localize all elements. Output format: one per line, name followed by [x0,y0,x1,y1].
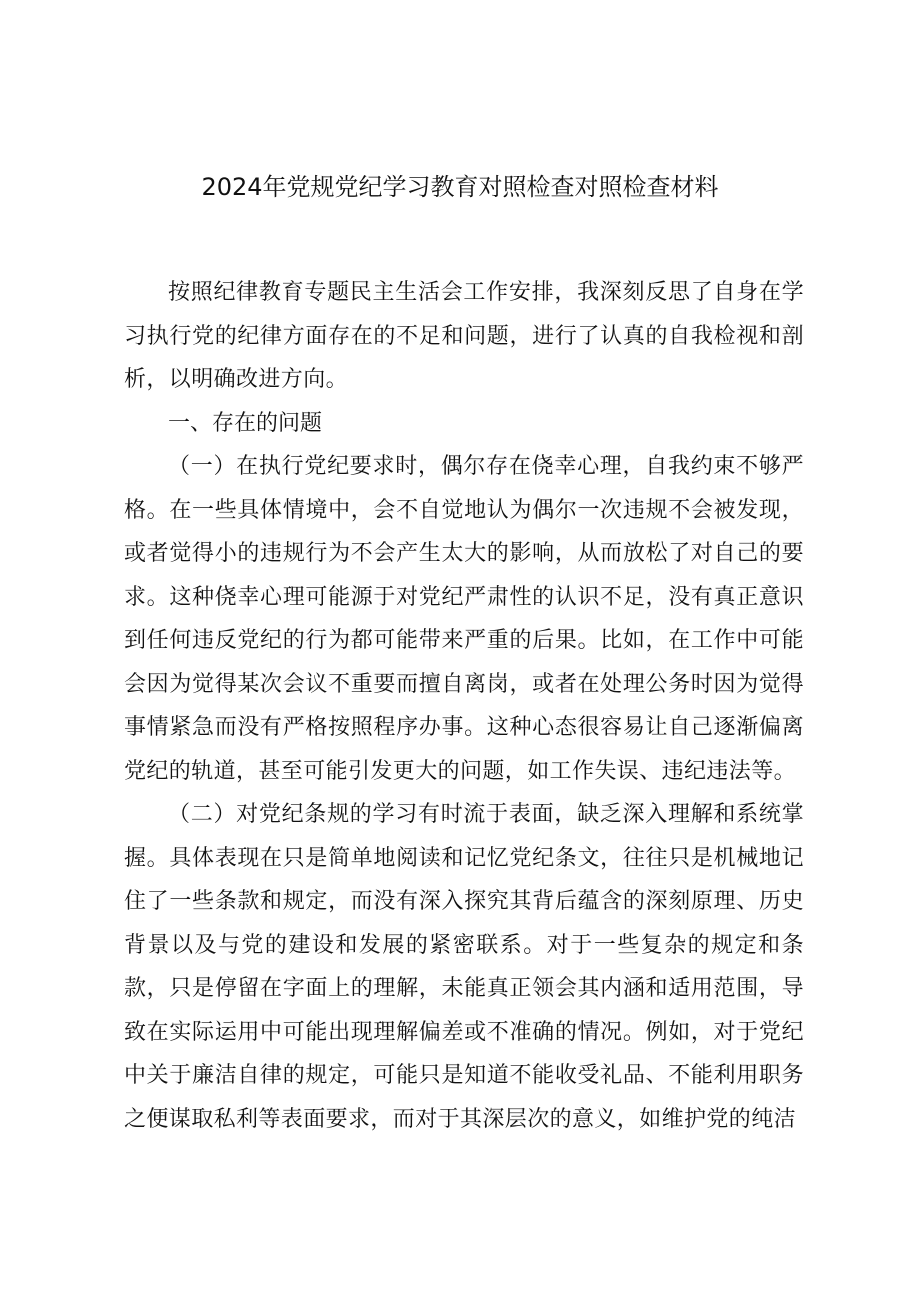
document-title: 2024年党规党纪学习教育对照检查对照检查材料 [201,173,719,201]
intro-paragraph: 按照纪律教育专题民主生活会工作安排，我深刻反思了自身在学习执行党的纪律方面存在的不足和问题，进行了认真的自我检视和剖析，以明确改进方向。 [124,280,804,392]
problem-paragraph-2: （二）对党纪条规的学习有时流于表面，缺乏深入理解和系统掌握。具体表现在只是简单地阅读和记忆党纪条文，往往只是机械地记住了一些条款和规定，而没有深入探究其背后蕴含的深刻原理、历史背景以及与党的建设和发展的紧密联系。对于一些复杂的规定和条款，只是停留在字面上的理解，未能真正领会其内涵和适用范围，导致在实际运用中可能出现理解偏差或不准确的情况。例如，对于党纪中关于廉洁自律的规定，可能只是知道不能收受礼品、不能利用职务之便谋取私利等表面要求，而对于其深层次的意义，如维护党的纯洁 [124,802,804,1132]
section-heading-problems: 一、存在的问题 [168,410,323,436]
problem-paragraph-1: （一）在执行党纪要求时，偶尔存在侥幸心理，自我约束不够严格。在一些具体情境中，会不自觉地认为偶尔一次违规不会被发现，或者觉得小的违规行为不会产生太大的影响，从而放松了对自己的要求。这种侥幸心理可能源于对党纪严肃性的认识不足，没有真正意识到任何违反党纪的行为都可能带来严重的后果。比如，在工作中可能会因为觉得某次会议不重要而擅自离岗，或者在处理公务时因为觉得事情紧急而没有严格按照程序办事。这种心态很容易让自己逐渐偏离党纪的轨道，甚至可能引发更大的问题，如工作失误、违纪违法等。 [124,454,804,784]
document-body [124,271,804,1141]
